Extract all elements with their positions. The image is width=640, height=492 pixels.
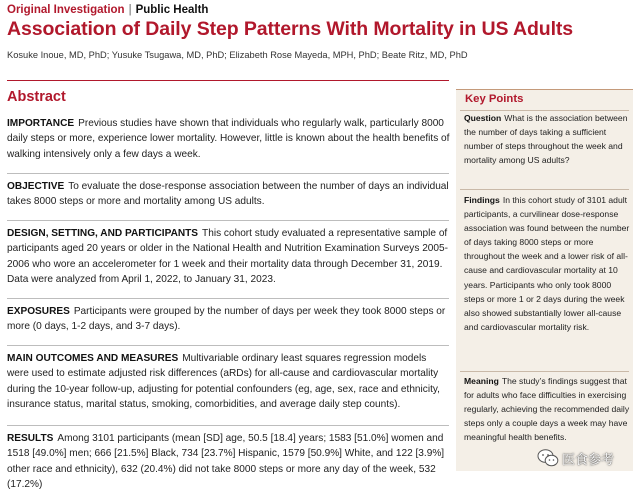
section-label: OBJECTIVE <box>7 181 65 192</box>
watermark-text: 医食参考 <box>562 452 615 468</box>
section-divider <box>7 425 449 426</box>
question-label: Question <box>464 113 502 123</box>
section-label: MAIN OUTCOMES AND MEASURES <box>7 353 179 364</box>
abstract-objective <box>7 179 450 210</box>
section-divider <box>7 345 449 346</box>
key-points-question <box>464 111 630 167</box>
meaning-text: The study’s findings suggest that for adults who face difficulties in exercising regularly, achieving the recommended daily steps only a couple days a week may have meaningful health benefits. <box>464 376 630 443</box>
article-section: Public Health <box>135 4 209 16</box>
key-points-divider <box>460 189 629 190</box>
section-label: DESIGN, SETTING, AND PARTICIPANTS <box>7 228 199 239</box>
section-text: To evaluate the dose-response association between the number of days an individual takes 8000 steps or more and mortality among US adults. <box>7 181 449 208</box>
section-label: EXPOSURES <box>7 306 70 317</box>
key-points-meaning <box>464 374 630 444</box>
watermark <box>537 446 637 470</box>
abstract-top-rule <box>7 80 449 81</box>
section-divider <box>7 298 449 299</box>
wechat-icon <box>537 448 559 468</box>
section-text: Among 3101 participants (mean [SD] age, 50.5 [18.4] years; 1583 [51.0%] women and 1518 [49.0%] men; 666 [21.5%] Black, 734 [23.7%] Hispanic, 1579 [50.9%] White, and 122 [3.9%] other race and ethnicity), 632 (20.4%) did not take 8000 steps or more any day of the week, 532 (17.2%) <box>7 433 445 490</box>
section-text: Multivariable ordinary least squares regression models were used to estimate adjusted risk differences (aRDs) for all-cause and cardiovascular mortality during the 10-year follow-up, adjusting for potential confounders (eg, age, sex, race and ethnicity, insurance status, marital status, smoking, comorbidities, and average daily step counts). <box>7 353 440 410</box>
section-text: Previous studies have shown that individuals who regularly walk, particularly 8000 daily steps or more, experience lower mortality. However, little is known about the health benefits of walking intensively only a few days a week. <box>7 118 450 160</box>
abstract-importance <box>7 116 450 162</box>
abstract-heading: Abstract <box>7 89 66 105</box>
header-separator: | <box>128 4 132 16</box>
question-text: What is the association between the number of days taking a sufficient number of steps throughout the week and mortality among US adults? <box>464 113 628 166</box>
section-divider <box>7 173 449 174</box>
section-divider <box>7 220 449 221</box>
key-points-heading: Key Points <box>465 93 524 105</box>
meaning-label: Meaning <box>464 376 499 386</box>
key-points-divider <box>460 371 629 372</box>
section-label: IMPORTANCE <box>7 118 75 129</box>
article-header <box>7 4 208 16</box>
abstract-design <box>7 226 450 287</box>
key-points-findings <box>464 193 630 334</box>
article-type: Original Investigation <box>7 4 125 16</box>
key-points-top-rule <box>456 89 633 90</box>
findings-text: In this cohort study of 3101 adult participants, a curvilinear dose-response association was found between the number of days taking 8000 steps or more throughout the week and a lower risk of all-cause and cardiovascular mortality at 10 years. Participants who only took 8000 steps or more 1 or 2 days during the week also showed substantially lower all-cause and cardiovascular mortality risk. <box>464 195 630 332</box>
article-title: Association of Daily Step Patterns With Mortality in US Adults <box>7 18 574 40</box>
author-list: Kosuke Inoue, MD, PhD; Yusuke Tsugawa, MD, PhD; Elizabeth Rose Mayeda, MPH, PhD; Beate Ritz, MD, PhD <box>7 50 468 60</box>
section-label: RESULTS <box>7 433 54 444</box>
section-text: Participants were grouped by the number of days per week they took 8000 steps or more (0 days, 1-2 days, and 3-7 days). <box>7 306 446 333</box>
abstract-outcomes <box>7 351 450 412</box>
section-text: This cohort study evaluated a representative sample of participants aged 20 years or older in the National Health and Nutrition Examination Surveys 2005-2006 who wore an accelerometer for 1 week and their mortality data through December 31, 2019. Data were analyzed from April 1, 2022, to January 31, 2023. <box>7 228 449 285</box>
findings-label: Findings <box>464 195 500 205</box>
abstract-results <box>7 431 450 492</box>
abstract-exposures <box>7 304 450 335</box>
key-points-panel <box>456 89 633 471</box>
